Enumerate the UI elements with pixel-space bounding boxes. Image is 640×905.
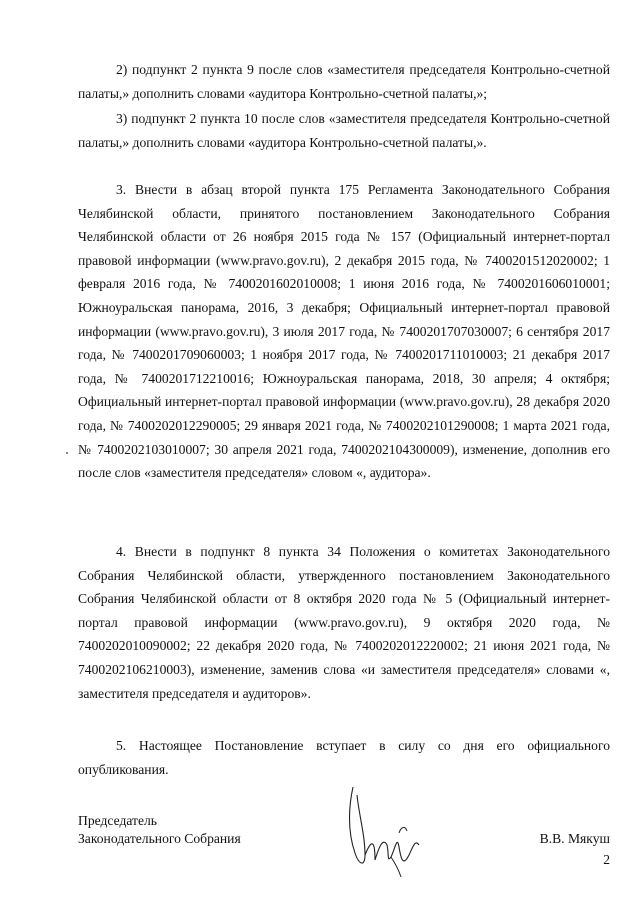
signatory-title bbox=[78, 812, 241, 848]
paragraph-item-4: 4. Внести в подпункт 8 пункта 34 Положения о комитетах Законодательного Собрания Челябинской области, утвержденного постановлением Законодательного Собрания Челябинской области от 8 октября 2020 года № 5 (Официальный интернет-портал правовой информации (www.pravo.gov.ru), 9 октября 2020 года, № 7400202010090002; 22 декабря 2020 года, № 7400202012220002; 21 июня 2021 года, № 7400202106210003), изменение, заменив слова «и заместителя председателя» словами «, заместителя председателя и аудиторов». bbox=[78, 544, 610, 701]
signatory-title-line2: Законодательного Собрания bbox=[78, 831, 241, 846]
signatory-name: В.В. Мякуш bbox=[539, 831, 610, 846]
scan-speck bbox=[66, 452, 68, 454]
paragraph-subitem-2: 2) подпункт 2 пункта 9 после слов «заместителя председателя Контрольно-счетной палаты,» дополнить словами «аудитора Контрольно-счетной палаты,»; bbox=[78, 62, 610, 101]
handwritten-signature bbox=[335, 775, 430, 880]
paragraph-subitem-3: 3) подпункт 2 пункта 10 после слов «заместителя председателя Контрольно-счетной палаты,» дополнить словами «аудитора Контрольно-счетной палаты,». bbox=[78, 111, 610, 150]
paragraph-item-5: 5. Настоящее Постановление вступает в силу со дня его официального опубликования. bbox=[78, 738, 610, 777]
signatory-title-line1: Председатель bbox=[78, 813, 157, 828]
page-number: 2 bbox=[603, 852, 610, 867]
paragraph-item-3: 3. Внести в абзац второй пункта 175 Регламента Законодательного Собрания Челябинской области, принятого постановлением Законодательного Собрания Челябинской области от 26 ноября 2015 года № 157 (Официальный интернет-портал правовой информации (www.pravo.gov.ru), 2 декабря 2015 года, № 7400201512020002; 1 февраля 2016 года, № 7400201602010008; 1 июня 2016 года, № 7400201606010001; Южноуральская панорама, 2016, 3 декабря; Официальный интернет-портал правовой информации (www.pravo.gov.ru), 3 июля 2017 года, № 7400201707030007; 6 сентября 2017 года, № 7400201709060003; 1 ноября 2017 года, № 7400201711010003; 21 декабря 2017 года, № 7400201712210016; Южноуральская панорама, 2018, 30 апреля; 4 октября; Официальный интернет-портал правовой информации (www.pravo.gov.ru), 28 декабря 2020 года, № 7400202012290005; 29 января 2021 года, № 7400202101290008; 1 марта 2021 года, № 7400202103010007; 30 апреля 2021 года, 7400202104300009), изменение, дополнив его после слов «заместителя председателя» словом «, аудитора». bbox=[78, 182, 610, 481]
